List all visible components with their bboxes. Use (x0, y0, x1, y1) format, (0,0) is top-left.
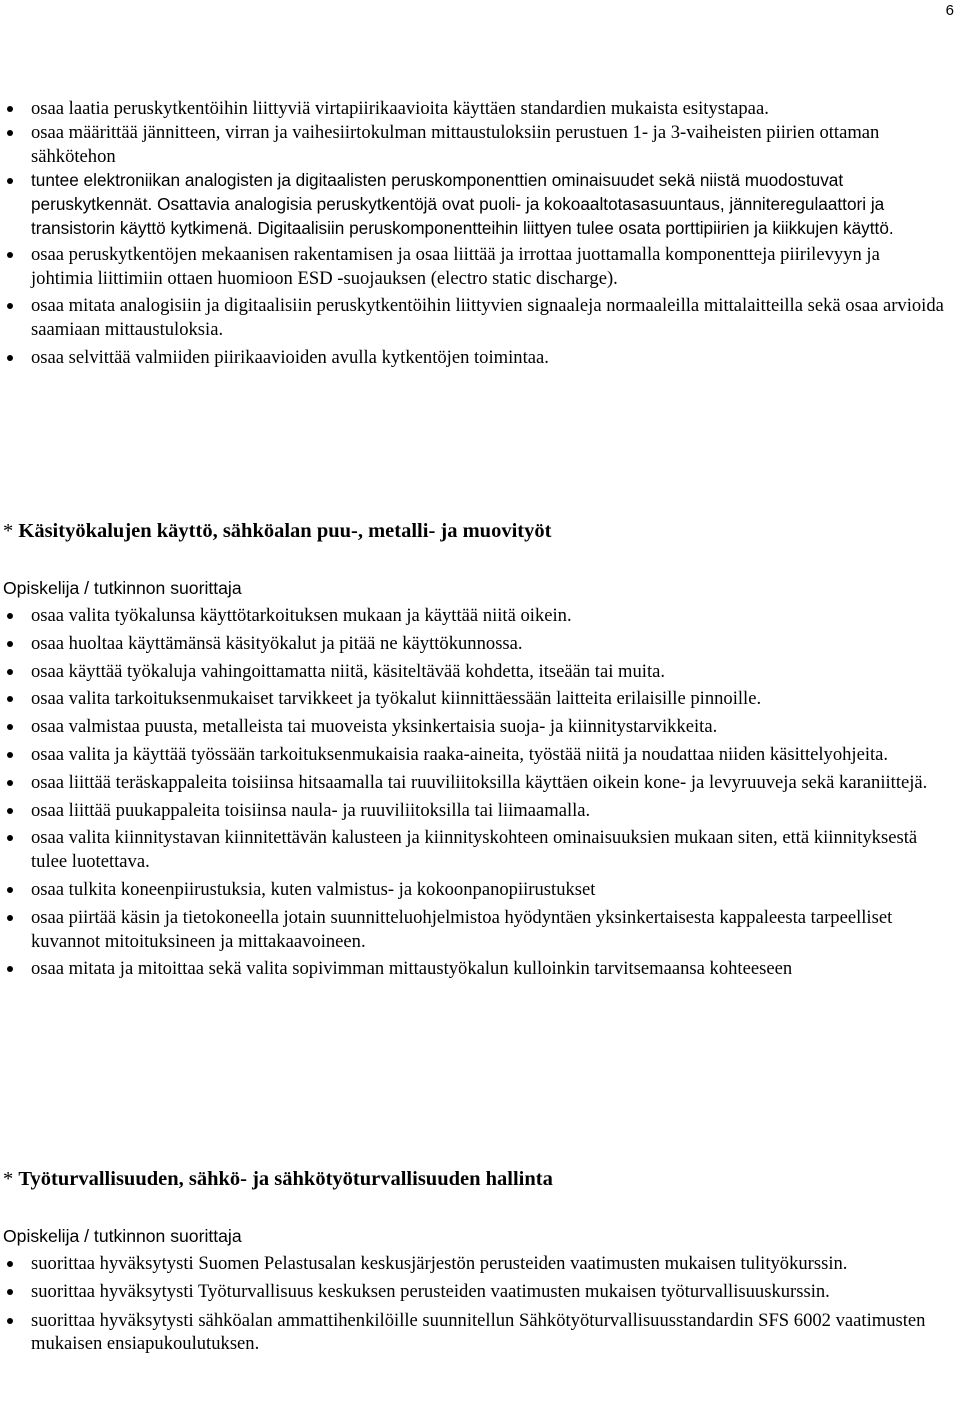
bullet-icon (7, 966, 13, 972)
bullet-icon (7, 178, 13, 184)
section-subheading: Opiskelija / tutkinnon suorittaja (3, 578, 242, 598)
bullet-icon (7, 252, 13, 258)
section-heading (0, 518, 960, 544)
list-item (0, 878, 960, 902)
section-title: Käsityökalujen käyttö, sähköalan puu-, metalli- ja muovityöt (18, 520, 552, 542)
section-subheading: Opiskelija / tutkinnon suorittaja (3, 1226, 242, 1246)
list-item-text: osaa valita kiinnitystavan kiinnitettävän kalusteen ja kiinnityskohteen ominaisuuksien mukaan siten, että kiinnityksestä tulee luotettava. (31, 827, 918, 873)
list-item-text: osaa tulkita koneenpiirustuksia, kuten valmistus- ja kokoonpanopiirustukset (31, 878, 596, 900)
bullet-icon (7, 641, 13, 647)
list-item (0, 826, 960, 874)
list-item-text: osaa mitata ja mitoittaa sekä valita sopivimman mittaustyökalun kulloinkin tarvitsemaansa kohteeseen (31, 958, 793, 980)
list-item-text: osaa selvittää valmiiden piirikaavioiden avulla kytkentöjen toimintaa. (31, 346, 549, 368)
list-item (0, 346, 960, 370)
bullet-icon (7, 130, 13, 136)
list-item-text: osaa valita tarkoituksenmukaiset tarvikkeet ja työkalut kiinnittäessään laitteita erilaisille pinnoille. (31, 688, 762, 710)
list-item (0, 957, 960, 981)
list-item (0, 1280, 960, 1304)
list-item (0, 1309, 960, 1357)
bullet-icon (7, 780, 13, 786)
list-item (0, 169, 960, 240)
section-safety-list (0, 1252, 960, 1356)
list-item-text: osaa valita työkalunsa käyttötarkoituksen mukaan ja käyttää niitä oikein. (31, 605, 572, 626)
list-item-text: osaa mitata analogisiin ja digitaalisiin peruskytkentöihin liittyvien signaaleja normaaleilla mittalaitteilla sekä osaa arvioida saamiaan mittaustuloksia. (31, 295, 944, 341)
list-item (0, 771, 960, 795)
list-item-text: osaa valmistaa puusta, metalleista tai muoveista yksinkertaisia suoja- ja kiinnitystarvikkeita. (31, 716, 718, 738)
list-item-text: suorittaa hyväksytysti Suomen Pelastusalan keskusjärjestön perusteiden vaatimusten mukaisen tulityökurssin. (31, 1253, 848, 1274)
list-item (0, 294, 960, 342)
list-item (0, 660, 960, 684)
list-item-text: osaa laatia peruskytkentöihin liittyviä virtapiirikaavioita käyttäen standardien mukaista esitystapaa. (31, 98, 769, 119)
bullet-icon (7, 355, 13, 361)
list-item (0, 715, 960, 739)
bullet-icon (7, 303, 13, 309)
list-item (0, 743, 960, 767)
list-item (0, 121, 960, 169)
page-number: 6 (945, 2, 954, 19)
list-item-text: osaa käyttää työkaluja vahingoittamatta niitä, käsiteltävää kohdetta, itseään tai muita. (31, 660, 666, 682)
list-item (0, 97, 960, 121)
list-item (0, 687, 960, 711)
bullet-icon (7, 887, 13, 893)
bullet-icon (7, 752, 13, 758)
bullet-icon (7, 808, 13, 814)
list-item-text: osaa peruskytkentöjen mekaanisen rakentamisen ja osaa liittää ja irrottaa juottamalla komponentteja piirilevyyn ja johtimia liittimiin ottaen huomioon ESD -suojauksen (electro static discharge). (31, 243, 880, 289)
list-item (0, 799, 960, 823)
list-item (0, 243, 960, 291)
list-item-text: osaa liittää teräskappaleita toisiinsa hitsaamalla tai ruuviliitoksilla käyttäen oikein kone- ja levyruuveja sekä karaniittejä. (31, 771, 928, 793)
section-heading (0, 1166, 960, 1192)
bullet-icon (7, 1261, 13, 1267)
bullet-icon (7, 915, 13, 921)
bullet-icon (7, 106, 13, 112)
bullet-icon (7, 1318, 13, 1324)
list-item (0, 1252, 960, 1276)
list-item-text: osaa määrittää jännitteen, virran ja vaihesiirtokulman mittaustuloksiin perustuen 1- ja 3-vaiheisten piirien ottaman sähkötehon (31, 121, 880, 167)
list-item-text: suorittaa hyväksytysti Työturvallisuus keskuksen perusteiden vaatimusten mukaisen työturvallisuuskurssin. (31, 1281, 830, 1303)
section-safety (0, 1166, 960, 1361)
list-item-text: tuntee elektroniikan analogisten ja digitaalisten peruskomponenttien ominaisuudet sekä niistä muodostuvat peruskytkennät. Osattavia analogisia peruskytkentöjä ovat puoli- ja kokoaaltotasasuuntaus, jänniteregulaattori ja transistorin käyttö kytkimenä. Digitaalisiin peruskomponentteihin liittyen tulee osata porttipiirien ja kiikkujen käyttö. (31, 170, 894, 238)
intro-block (0, 97, 960, 370)
intro-list (0, 97, 960, 370)
list-item-text: suorittaa hyväksytysti sähköalan ammattihenkilöille suunnitellun Sähkötyöturvallisuusstandardin SFS 6002 vaatimusten mukaisen ensiapukoulutuksen. (31, 1309, 926, 1355)
section-star: * (3, 1168, 19, 1190)
list-item-text: osaa huoltaa käyttämänsä käsityökalut ja pitää ne käyttökunnossa. (31, 632, 523, 654)
section-tools (0, 518, 960, 985)
list-item (0, 604, 960, 628)
list-item-text: osaa liittää puukappaleita toisiinsa naula- ja ruuviliitoksilla tai liimaamalla. (31, 799, 591, 821)
section-star: * (3, 520, 19, 542)
list-item (0, 906, 960, 954)
list-item (0, 632, 960, 656)
bullet-icon (7, 1289, 13, 1295)
bullet-icon (7, 613, 13, 619)
bullet-icon (7, 835, 13, 841)
bullet-icon (7, 724, 13, 730)
list-item-text: osaa valita ja käyttää työssään tarkoituksenmukaisia raaka-aineita, työstää niitä ja noudattaa niiden käsittelyohjeita. (31, 743, 889, 765)
list-item-text: osaa piirtää käsin ja tietokoneella jotain suunnitteluohjelmistoa hyödyntäen yksinkertaisesta kappaleesta tarpeelliset kuvannot mitoituksineen ja mittakaavoineen. (31, 906, 893, 952)
bullet-icon (7, 669, 13, 675)
bullet-icon (7, 696, 13, 702)
section-title: Työturvallisuuden, sähkö- ja sähkötyöturvallisuuden hallinta (18, 1168, 553, 1190)
section-tools-list (0, 604, 960, 981)
